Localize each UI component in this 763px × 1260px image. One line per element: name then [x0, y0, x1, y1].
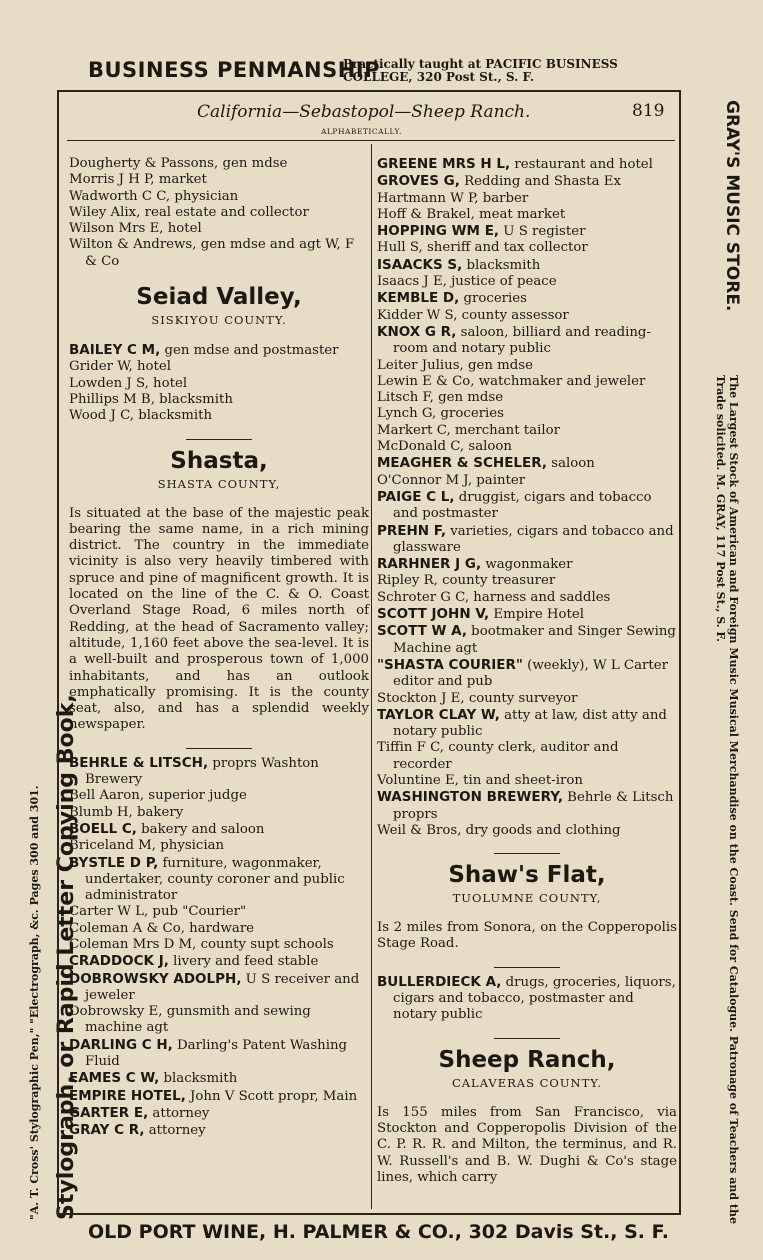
- listing-text: Lynch G, groceries: [377, 406, 505, 422]
- listing-text: bootmaker and Singer Sewing Machine agt: [393, 624, 676, 656]
- right-margin-advertisement: [690, 100, 742, 1250]
- town-description: Is 155 miles from San Francisco, via Stockton and Copperopolis Division of the C. P. R. R. and Milton, the terminus, and R. W. Russell's and B. W. Dughi & Co's stage lines, which carry: [377, 1104, 677, 1185]
- listing-entry: [69, 392, 369, 408]
- entries-list: [69, 342, 369, 424]
- business-name: CRADDOCK J,: [69, 953, 169, 970]
- listing-text: Bell Aaron, superior judge: [69, 788, 247, 804]
- business-name: MEAGHER & SCHELER,: [377, 455, 548, 472]
- listing-text: (weekly), W L Carter editor and pub: [393, 657, 668, 690]
- listing-text: Hoff & Brakel, meat market: [377, 206, 566, 222]
- left-ad-line-2: Stylograph, or Rapid Letter Copying Book,: [54, 694, 79, 1220]
- business-name: DOBROWSKY ADOLPH,: [69, 970, 242, 987]
- listing-entry: [69, 971, 369, 1005]
- listing-text: druggist, cigars and tobacco and postmaster: [393, 489, 652, 522]
- listing-text: Empire Hotel: [489, 607, 584, 623]
- listing-entry: [69, 1070, 369, 1087]
- entries-list: [69, 156, 369, 270]
- listing-text: Coleman Mrs D M, county supt schools: [69, 936, 334, 952]
- county-label: SHASTA COUNTY,: [157, 476, 281, 491]
- town-heading: Shaw's Flat,: [448, 862, 606, 889]
- listing-entry: [377, 657, 677, 691]
- listing-text: Grider W, hotel: [69, 359, 172, 375]
- listing-entry: [377, 523, 677, 557]
- listing-text: Carter W L, pub "Courier": [69, 904, 247, 920]
- top-advertisement: [70, 56, 680, 90]
- listing-entry: [69, 1004, 369, 1037]
- right-column: [377, 156, 677, 1192]
- listing-entry: [377, 773, 677, 789]
- business-name: GREENE MRS H L,: [377, 156, 511, 172]
- listing-text: Morris J H P, market: [69, 172, 207, 188]
- listing-text: blacksmith: [159, 1071, 238, 1087]
- business-name: ISAACKS S,: [377, 256, 463, 273]
- entries-list: [377, 156, 677, 839]
- listing-text: Hull S, sheriff and tax collector: [377, 240, 588, 256]
- page-subtitle: ALPHABETICALLY.: [321, 127, 402, 136]
- business-name: EMPIRE HOTEL,: [69, 1087, 186, 1104]
- listing-entry: [377, 473, 677, 489]
- column-divider: [371, 144, 372, 1209]
- listing-entry: [69, 805, 369, 821]
- business-name: BAILEY C M,: [69, 342, 161, 359]
- listing-text: furniture, wagonmaker, undertaker, county coroner and public administrator: [85, 855, 345, 904]
- business-name: HOPPING WM E,: [377, 223, 500, 240]
- entries-list: [69, 755, 369, 1140]
- business-name: BEHRLE & LITSCH,: [69, 754, 209, 771]
- listing-text: Lowden J S, hotel: [69, 375, 188, 391]
- section-rule: [494, 853, 560, 854]
- listing-entry: [69, 838, 369, 854]
- listing-text: gen mdse and postmaster: [160, 343, 339, 359]
- listing-entry: [69, 855, 369, 905]
- listing-entry: [377, 274, 677, 290]
- listing-text: McDonald C, saloon: [377, 439, 512, 455]
- listing-text: O'Connor M J, painter: [377, 472, 526, 488]
- business-name: EAMES C W,: [69, 1070, 160, 1087]
- listing-text: Leiter Julius, gen mdse: [377, 357, 533, 373]
- listing-entry: [377, 439, 677, 455]
- listing-text: drugs, groceries, liquors, cigars and tobacco, postmaster and notary public: [393, 974, 676, 1023]
- listing-text: Wiley Alix, real estate and collector: [69, 204, 309, 220]
- left-column: [69, 156, 369, 1140]
- listing-entry: [377, 556, 677, 573]
- listing-entry: [69, 189, 369, 205]
- listing-entry: [377, 590, 677, 606]
- listing-entry: [69, 1088, 369, 1105]
- listing-text: Kidder W S, county assessor: [377, 307, 569, 323]
- listing-entry: [377, 290, 677, 307]
- listing-entry: [69, 755, 369, 789]
- listing-entry: [69, 1105, 369, 1122]
- listing-entry: [377, 573, 677, 589]
- left-ad-line-1: "A. T. Cross' Stylographic Pen," "Electrograph, &c. Pages 300 and 301.: [28, 785, 41, 1220]
- listing-text: Darling's Patent Washing Fluid: [85, 1037, 348, 1070]
- listing-entry: [377, 308, 677, 324]
- business-name: BULLERDIECK A,: [377, 973, 502, 990]
- listing-entry: [377, 740, 677, 773]
- listing-text: Schroter G C, harness and saddles: [377, 589, 611, 605]
- listing-text: attorney: [148, 1105, 210, 1121]
- top-ad-text: Practically taught at PACIFIC BUSINESS COLLEGE, 320 Post St., S. F.: [343, 57, 618, 84]
- listing-entry: [69, 953, 369, 970]
- directory-page: [57, 90, 681, 1215]
- listing-text: livery and feed stable: [168, 954, 319, 970]
- listing-text: Weil & Bros, dry goods and clothing: [377, 822, 621, 838]
- town-description: Is situated at the base of the majestic peak bearing the same name, in a rich mining district. The country in the immediate vicinity is also very heavily timbered with spruce and pine of magnificent growth. It is located on the line of the C. & O. Coast Overland Stage Road, 6 miles north of Redding, at the head of Sacramento valley; altitude, 1,160 feet above the sea-level. It is a well-built and prosperous town of 1,000 inhabitants, and has an outlook emphatically promising. It is the county seat, also, and has a splendid weekly newspaper.: [69, 505, 369, 733]
- listing-entry: [69, 172, 369, 188]
- listing-entry: [377, 390, 677, 406]
- listing-entry: [69, 205, 369, 221]
- business-name: GROVES G,: [377, 173, 460, 190]
- listing-text: Lewin E & Co, watchmaker and jeweler: [377, 373, 646, 389]
- business-name: GRAY C R,: [69, 1122, 145, 1139]
- listing-text: wagonmaker: [481, 557, 573, 573]
- section-rule: [186, 748, 252, 749]
- listing-text: Markert C, merchant tailor: [377, 422, 560, 438]
- town-heading: Sheep Ranch,: [438, 1046, 616, 1073]
- listing-entry: [377, 623, 677, 657]
- listing-text: saloon, billiard and reading-room and notary public: [393, 324, 651, 357]
- header-rule: [67, 140, 675, 141]
- listing-text: attorney: [144, 1123, 206, 1139]
- listing-entry: [377, 707, 677, 741]
- listing-entry: [69, 376, 369, 392]
- listing-entry: [69, 1037, 369, 1071]
- listing-text: Phillips M B, blacksmith: [69, 391, 233, 407]
- listing-entry: [377, 257, 677, 274]
- listing-text: saloon: [547, 456, 595, 472]
- listing-entry: [377, 324, 677, 358]
- business-name: RARHNER J G,: [377, 556, 482, 573]
- listing-text: Hartmann W P, barber: [377, 190, 529, 206]
- listing-text: Briceland M, physician: [69, 838, 225, 854]
- town-description: Is 2 miles from Sonora, on the Copperopolis Stage Road.: [377, 920, 677, 952]
- listing-entry: [377, 173, 677, 190]
- business-name: KEMBLE D,: [377, 290, 460, 307]
- section-rule: [494, 967, 560, 968]
- business-name: GARTER E,: [69, 1104, 149, 1121]
- listing-entry: [377, 191, 677, 207]
- listing-entry: [377, 374, 677, 390]
- county-label: CALAVERAS COUNTY.: [451, 1075, 603, 1090]
- listing-entry: [377, 423, 677, 439]
- listing-entry: [69, 821, 369, 838]
- business-name: PAIGE C L,: [377, 488, 455, 505]
- listing-text: Wilton & Andrews, gen mdse and agt W, F & Co: [69, 237, 355, 269]
- listing-entry: [377, 240, 677, 256]
- town-heading: Seiad Valley,: [136, 284, 302, 311]
- listing-entry: [69, 788, 369, 804]
- listing-entry: [377, 489, 677, 523]
- listing-text: Wood J C, blacksmith: [69, 408, 213, 424]
- listing-text: Wadworth C C, physician: [69, 188, 239, 204]
- listing-entry: [377, 691, 677, 707]
- listing-text: Stockton J E, county surveyor: [377, 690, 578, 706]
- business-name: WASHINGTON BREWERY,: [377, 789, 563, 806]
- business-name: "SHASTA COURIER": [377, 656, 523, 673]
- business-name: BOELL C,: [69, 820, 137, 837]
- listing-text: Voluntine E, tin and sheet-iron: [377, 772, 583, 788]
- listing-text: Litsch F, gen mdse: [377, 390, 504, 406]
- listing-entry: [377, 974, 677, 1024]
- listing-text: bakery and saloon: [136, 821, 265, 837]
- section-rule: [494, 1038, 560, 1039]
- listing-entry: [69, 408, 369, 424]
- listing-text: atty at law, dist atty and notary public: [393, 707, 667, 740]
- business-name: DARLING C H,: [69, 1036, 173, 1053]
- listing-text: Isaacs J E, justice of peace: [377, 274, 557, 290]
- listing-entry: [69, 1122, 369, 1139]
- listing-entry: [377, 156, 677, 173]
- listing-text: Redding and Shasta Ex: [459, 174, 621, 190]
- top-ad-headline: BUSINESS PENMANSHIP: [88, 58, 380, 82]
- listing-text: Blumb H, bakery: [69, 804, 184, 820]
- listing-entry: [377, 606, 677, 623]
- business-name: KNOX G R,: [377, 323, 457, 340]
- listing-text: Coleman A & Co, hardware: [69, 920, 255, 936]
- listing-entry: [377, 358, 677, 374]
- listing-text: restaurant and hotel: [510, 157, 653, 172]
- listing-entry: [377, 207, 677, 223]
- listing-entry: [69, 904, 369, 920]
- county-label: TUOLUMNE COUNTY,: [452, 891, 602, 906]
- listing-text: Ripley R, county treasurer: [377, 573, 556, 589]
- listing-entry: [377, 406, 677, 422]
- town-heading: Shasta,: [170, 447, 268, 474]
- listing-entry: [377, 455, 677, 472]
- section-rule: [186, 439, 252, 440]
- right-ad-headline: GRAY'S MUSIC STORE.: [722, 100, 742, 312]
- listing-text: Behrle & Litsch proprs: [393, 790, 674, 822]
- listing-entry: [69, 156, 369, 172]
- business-name: BYSTLE D P,: [69, 854, 159, 871]
- listing-text: U S register: [499, 224, 586, 240]
- business-name: PREHN F,: [377, 522, 446, 539]
- bottom-advertisement: OLD PORT WINE, H. PALMER & CO., 302 Davis St., S. F.: [88, 1221, 670, 1243]
- listing-text: Tiffin F C, county clerk, auditor and recorder: [377, 740, 619, 772]
- page-number: 819: [632, 101, 665, 121]
- listing-text: blacksmith: [462, 257, 541, 273]
- listing-entry: [69, 359, 369, 375]
- listing-entry: [377, 823, 677, 839]
- listing-entry: [69, 921, 369, 937]
- listing-text: Dougherty & Passons, gen mdse: [69, 156, 288, 171]
- county-label: SISKIYOU COUNTY.: [151, 313, 287, 328]
- listing-entry: [69, 937, 369, 953]
- listing-text: varieties, cigars and tobacco and glassware: [393, 523, 674, 555]
- entries-list: [377, 974, 677, 1024]
- business-name: SCOTT JOHN V,: [377, 606, 490, 623]
- listing-entry: [69, 237, 369, 270]
- listing-entry: [69, 221, 369, 237]
- listing-entry: [377, 789, 677, 823]
- listing-text: John V Scott propr, Main: [185, 1088, 358, 1104]
- listing-entry: [377, 223, 677, 240]
- listing-text: Dobrowsky E, gunsmith and sewing machine agt: [69, 1004, 311, 1036]
- listing-entry: [69, 342, 369, 359]
- right-ad-text: The Largest Stock of American and Foreign Music Musical Merchandise on the Coast. Send for Catalogue. Patronage of Teachers and the Trade solicited. M. GRAY, 117 Post St., S. F.: [714, 375, 740, 1224]
- business-name: SCOTT W A,: [377, 623, 467, 640]
- business-name: TAYLOR CLAY W,: [377, 706, 500, 723]
- listing-text: Wilson Mrs E, hotel: [69, 221, 202, 237]
- listing-text: groceries: [459, 291, 527, 307]
- listing-text: U S receiver and jeweler: [85, 971, 360, 1003]
- page-title: California—Sebastopol—Sheep Ranch.: [197, 102, 531, 122]
- listing-text: proprs Washton Brewery: [85, 755, 319, 788]
- page-header: [59, 92, 679, 137]
